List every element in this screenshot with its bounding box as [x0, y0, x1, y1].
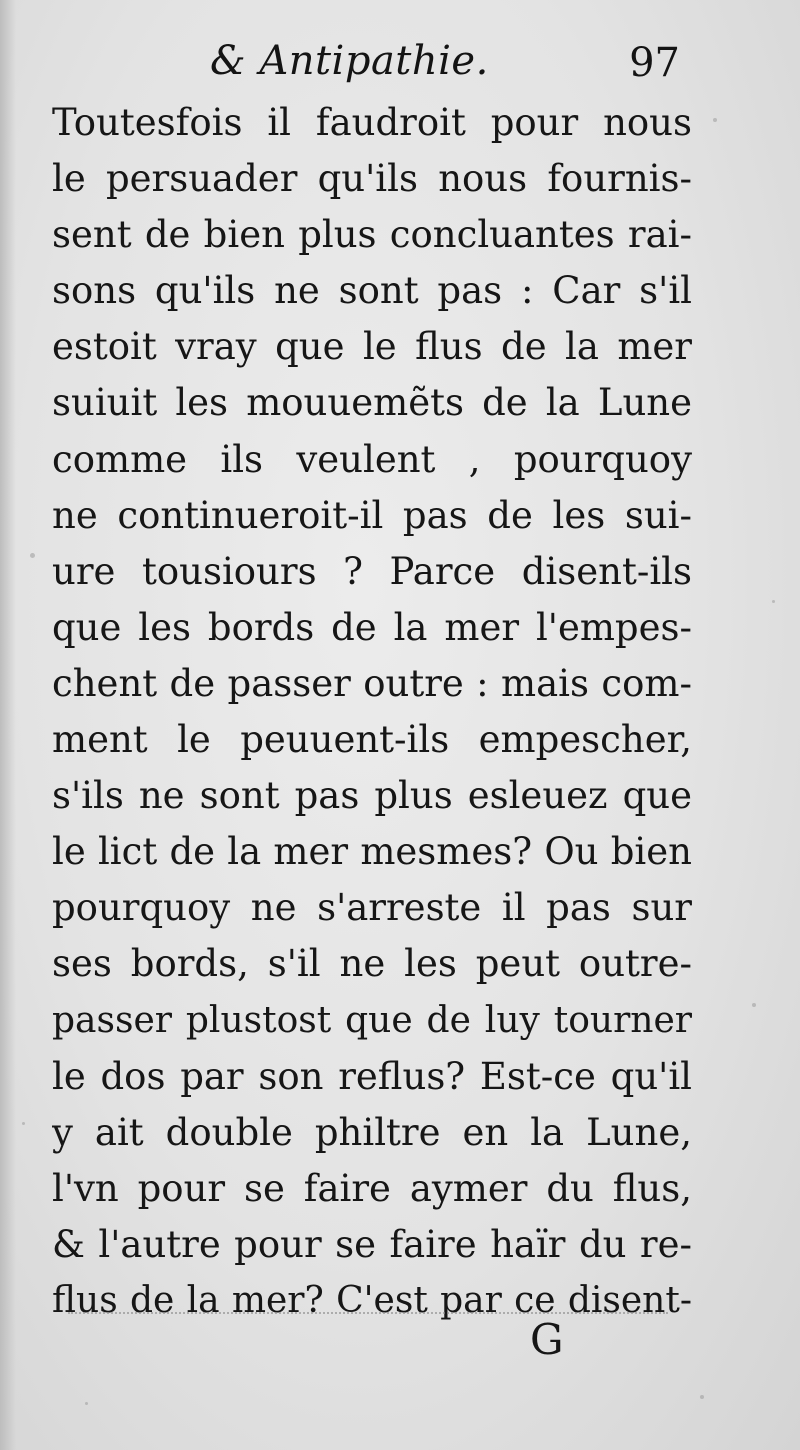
text-line: flus de la mer? C'est par ce disent- — [52, 1279, 692, 1321]
text-line: l'vn pour se faire aymer du flus, — [52, 1166, 692, 1210]
text-line: sent de bien plus concluantes rai- — [52, 213, 692, 257]
page-edge-shadow — [0, 0, 16, 1450]
text-line: que les bords de la mer l'empes- — [52, 605, 692, 649]
text-line: y ait double philtre en la Lune, — [52, 1110, 692, 1154]
text-line: suiuit les mouuemẽts de la Lune — [52, 381, 692, 425]
text-line: le persuader qu'ils nous fournis- — [52, 157, 692, 201]
text-line: chent de passer outre : mais com- — [52, 661, 692, 705]
text-line: ses bords, s'il ne les peut outre- — [52, 942, 692, 986]
text-line: passer plustost que de luy tourner — [52, 999, 692, 1041]
text-line: Toutesfois il faudroit pour nous — [52, 101, 692, 144]
paper-speck — [22, 1122, 25, 1125]
text-line: ure tousiours ? Parce disent-ils — [52, 549, 692, 593]
paper-speck — [85, 1402, 88, 1405]
text-line: pourquoy ne s'arreste il pas sur — [52, 886, 692, 930]
text-line: le lict de la mer mesmes? Ou bien — [52, 830, 692, 874]
catchword-rule — [68, 1312, 668, 1314]
running-header — [210, 38, 680, 98]
text-line: sons qu'ils ne sont pas : Car s'il — [52, 269, 692, 313]
paper-speck — [30, 553, 35, 558]
text-line: & l'autre pour se faire haïr du re- — [52, 1222, 692, 1266]
text-line: ne continueroit-il pas de les sui- — [52, 493, 692, 537]
text-line: le dos par son reflus? Est-ce qu'il — [52, 1054, 692, 1098]
paper-speck — [752, 1003, 756, 1007]
text-line: ment le peuuent-ils empescher, — [52, 718, 692, 762]
body-text — [52, 95, 692, 1329]
text-line: s'ils ne sont pas plus esleuez que — [52, 774, 692, 818]
signature-mark: G — [530, 1315, 564, 1364]
paper-speck — [772, 600, 775, 603]
text-line: comme ils veulent , pourquoy — [52, 437, 692, 481]
text-line: estoit vray que le flus de la mer — [52, 325, 692, 369]
paper-speck — [700, 1395, 704, 1399]
running-title: & Antipathie. — [210, 38, 489, 84]
paper-speck — [713, 118, 717, 122]
page-number: 97 — [629, 40, 680, 86]
